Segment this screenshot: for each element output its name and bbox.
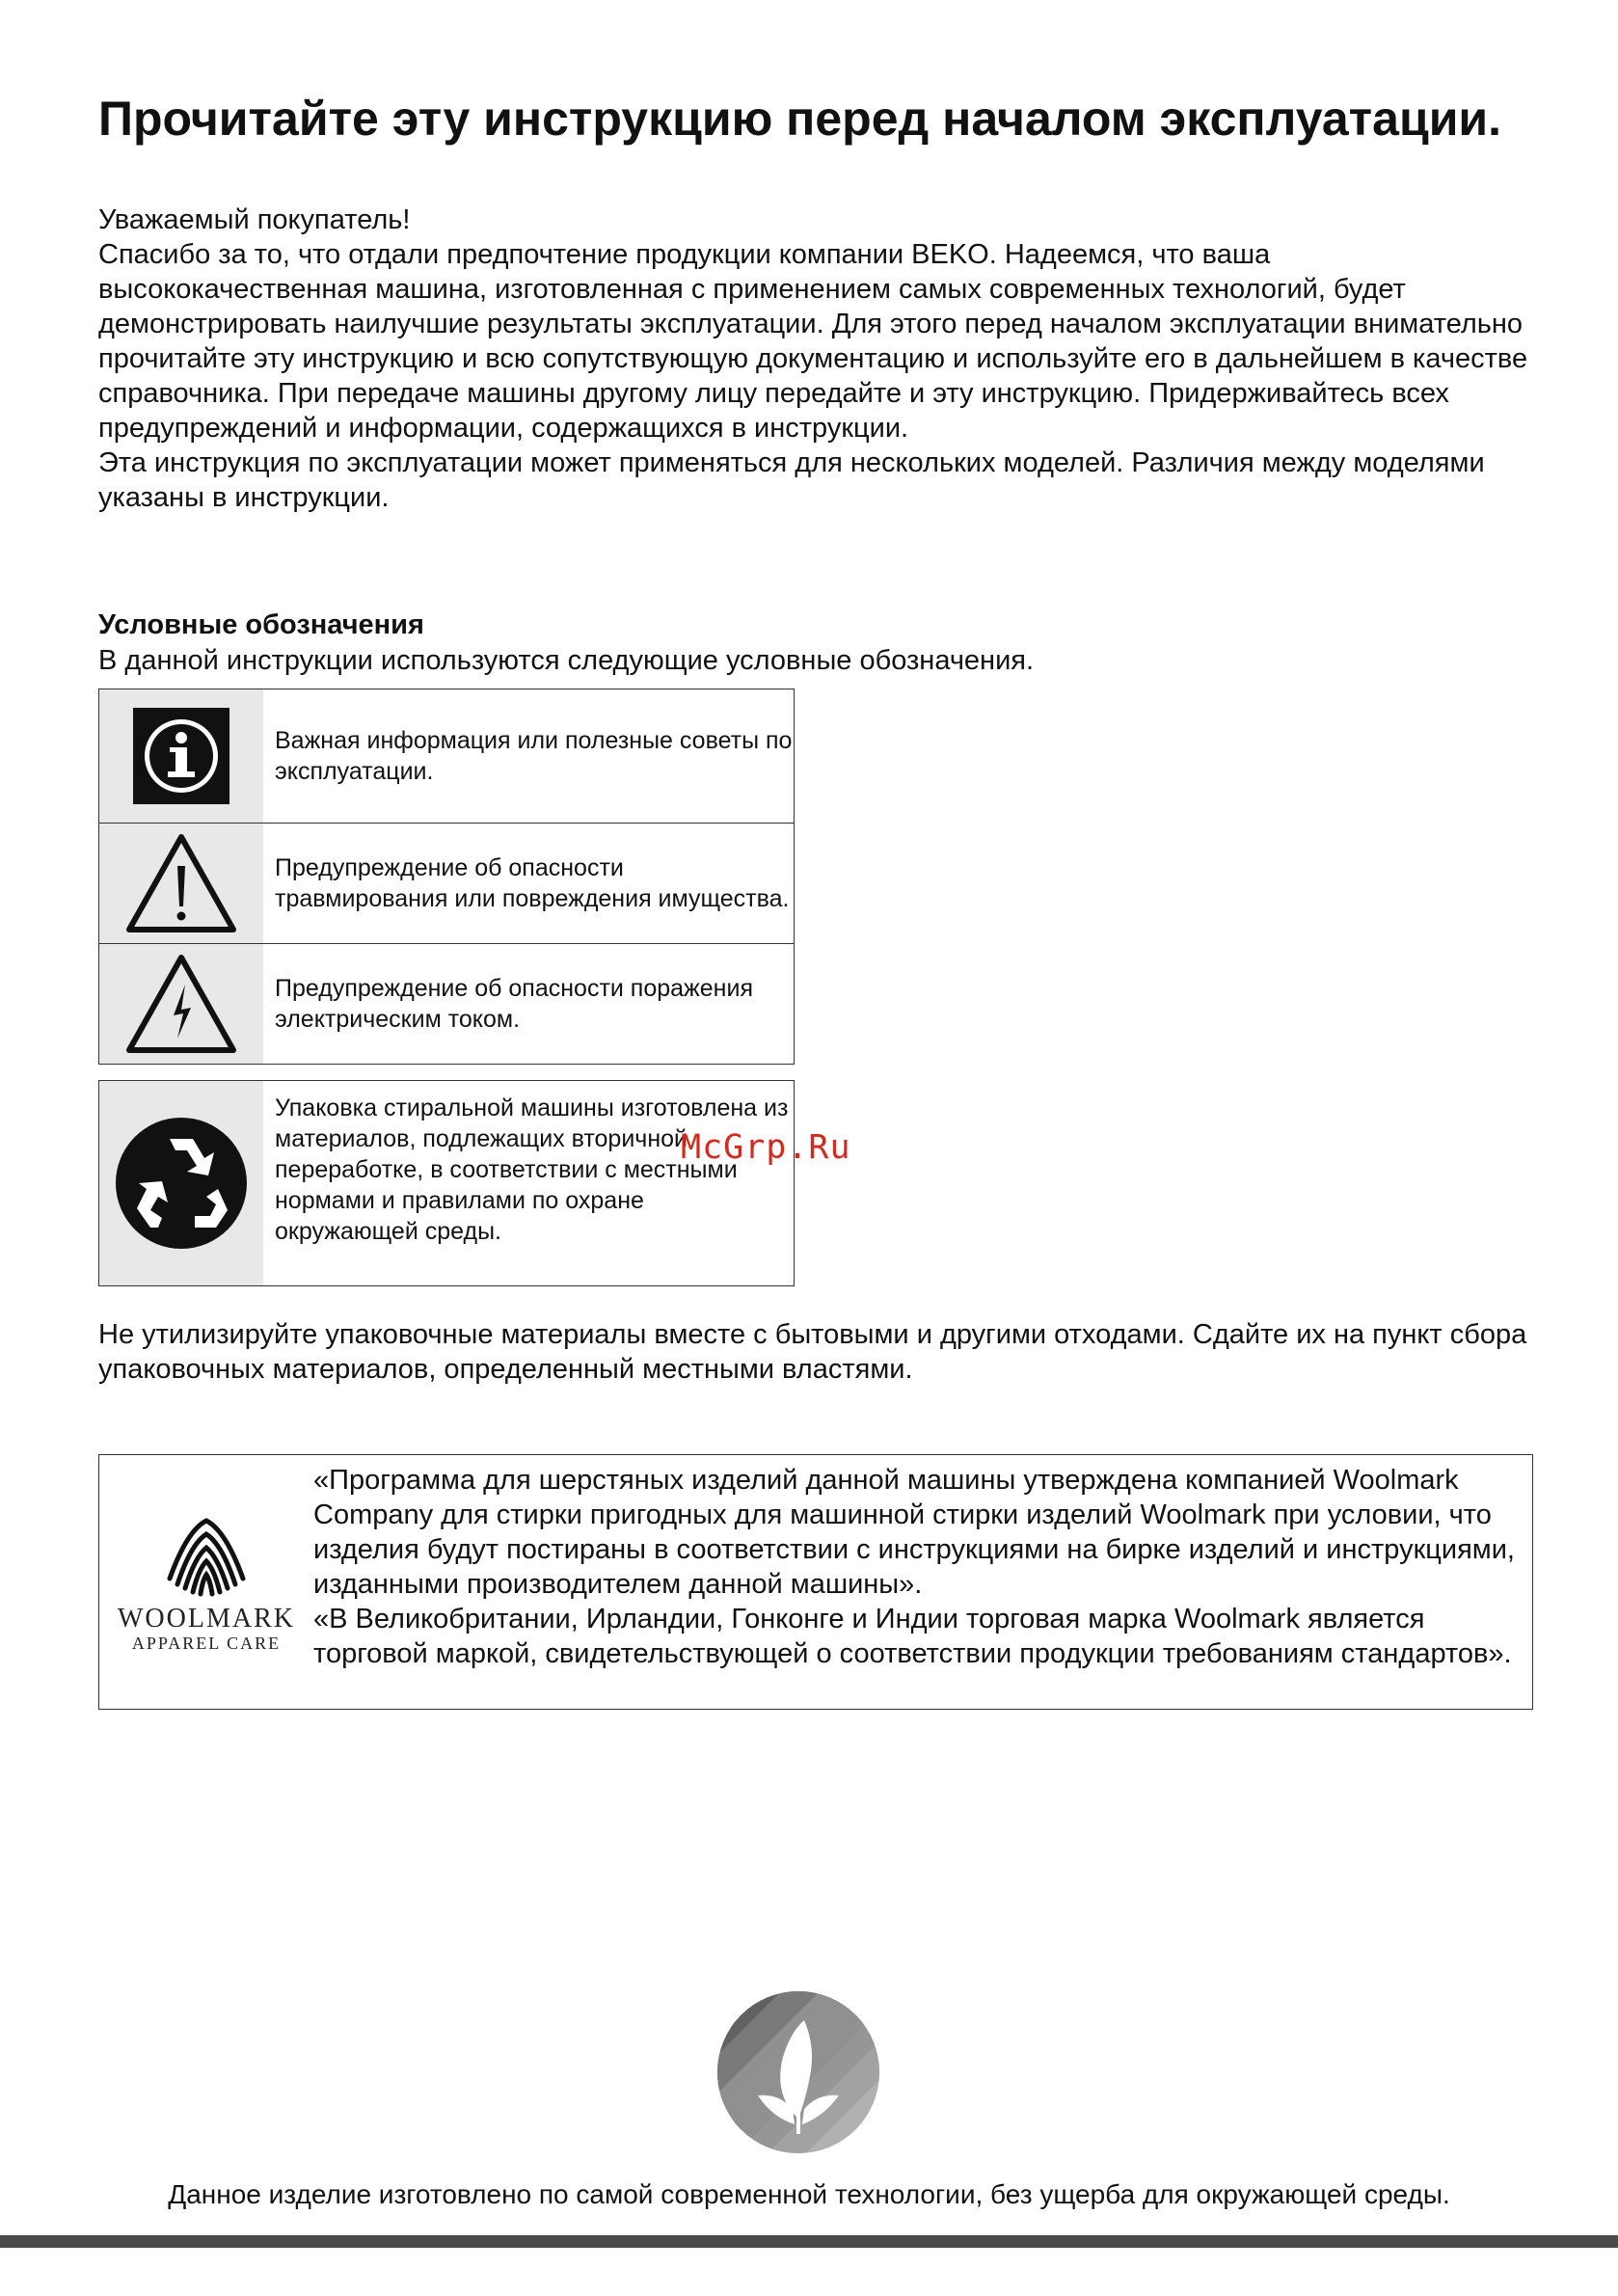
symbol-description: Важная информация или полезные советы по эксплуатации.	[275, 727, 793, 785]
recycling-box	[98, 1080, 795, 1286]
woolmark-paragraph: «Программа для шерстяных изделий данной машины утверждена компанией Woolmark Company для стирки пригодных для машинной стирки изделий Woolmark при условии, что изделия будут постираны в соответствии с инструкциями на бирке изделий и инструкциями, изданными производителем данной машины».	[313, 1465, 1515, 1600]
recycling-text: Упаковка стиральной машины изготовлена из материалов, подлежащих вторичной переработке, в соответствии с местными нормами и правилами по охране окружающей среды.	[275, 1094, 789, 1245]
woolmark-text	[313, 1455, 1532, 1709]
symbol-description: Предупреждение об опасности поражения электрическим током.	[275, 975, 753, 1033]
intro-paragraph: Спасибо за то, что отдали предпочтение продукции компании BEKO. Надеемся, что ваша высококачественная машина, изготовленная с применением самых современных технологий, будет демонстрировать наилучшие результаты эксплуатации. Для этого перед началом эксплуатации внимательно прочитайте эту инструкцию и всю сопутствующую документацию и используйте его в дальнейшем в качестве справочника. При передаче машины другому лицу передайте и эту инструкцию. Придерживайтесь всех предупреждений и информации, содержащихся в инструкции.	[98, 239, 1528, 444]
symbol-row	[99, 943, 794, 1064]
symbols-heading: Условные обозначения	[98, 609, 424, 640]
greeting: Уважаемый покупатель!	[98, 204, 411, 235]
woolmark-paragraph: «В Великобритании, Ирландии, Гонконге и Индии торговая марка Woolmark является торговой маркой, свидетельствующей о соответствии продукции требованиям стандартов».	[313, 1604, 1512, 1669]
page-title: Прочитайте эту инструкцию перед началом эксплуатации.	[98, 92, 1502, 146]
bottom-bar	[0, 2235, 1618, 2248]
intro-text	[98, 203, 1545, 515]
symbols-table	[98, 689, 795, 1065]
disposal-note: Не утилизируйте упаковочные материалы вместе с бытовыми и другими отходами. Сдайте их на пункт сбора упаковочных материалов, определенный местными властями.	[98, 1319, 1527, 1385]
woolmark-box	[98, 1454, 1533, 1710]
symbols-intro: В данной инструкции используются следующие условные обозначения.	[98, 645, 1035, 676]
symbol-row	[99, 689, 794, 823]
symbol-row	[99, 823, 794, 943]
woolmark-icon	[158, 1511, 255, 1600]
recycle-icon	[99, 1081, 263, 1285]
leaf-icon	[715, 1989, 881, 2160]
info-icon	[99, 689, 263, 823]
electric-shock-icon	[99, 944, 263, 1064]
woolmark-name: WOOLMARK	[118, 1603, 295, 1634]
warning-icon	[99, 824, 263, 943]
woolmark-logo	[99, 1455, 313, 1709]
symbol-description: Предупреждение об опасности травмирования или повреждения имущества.	[275, 854, 790, 912]
woolmark-subtitle: APPAREL CARE	[131, 1633, 282, 1653]
intro-paragraph: Эта инструкция по эксплуатации может применяться для нескольких моделей. Различия между моделями указаны в инструкции.	[98, 447, 1485, 513]
watermark: McGrp.Ru	[681, 1128, 851, 1167]
footer-note: Данное изделие изготовлено по самой современной технологии, без ущерба для окружающей среды.	[168, 2179, 1450, 2209]
